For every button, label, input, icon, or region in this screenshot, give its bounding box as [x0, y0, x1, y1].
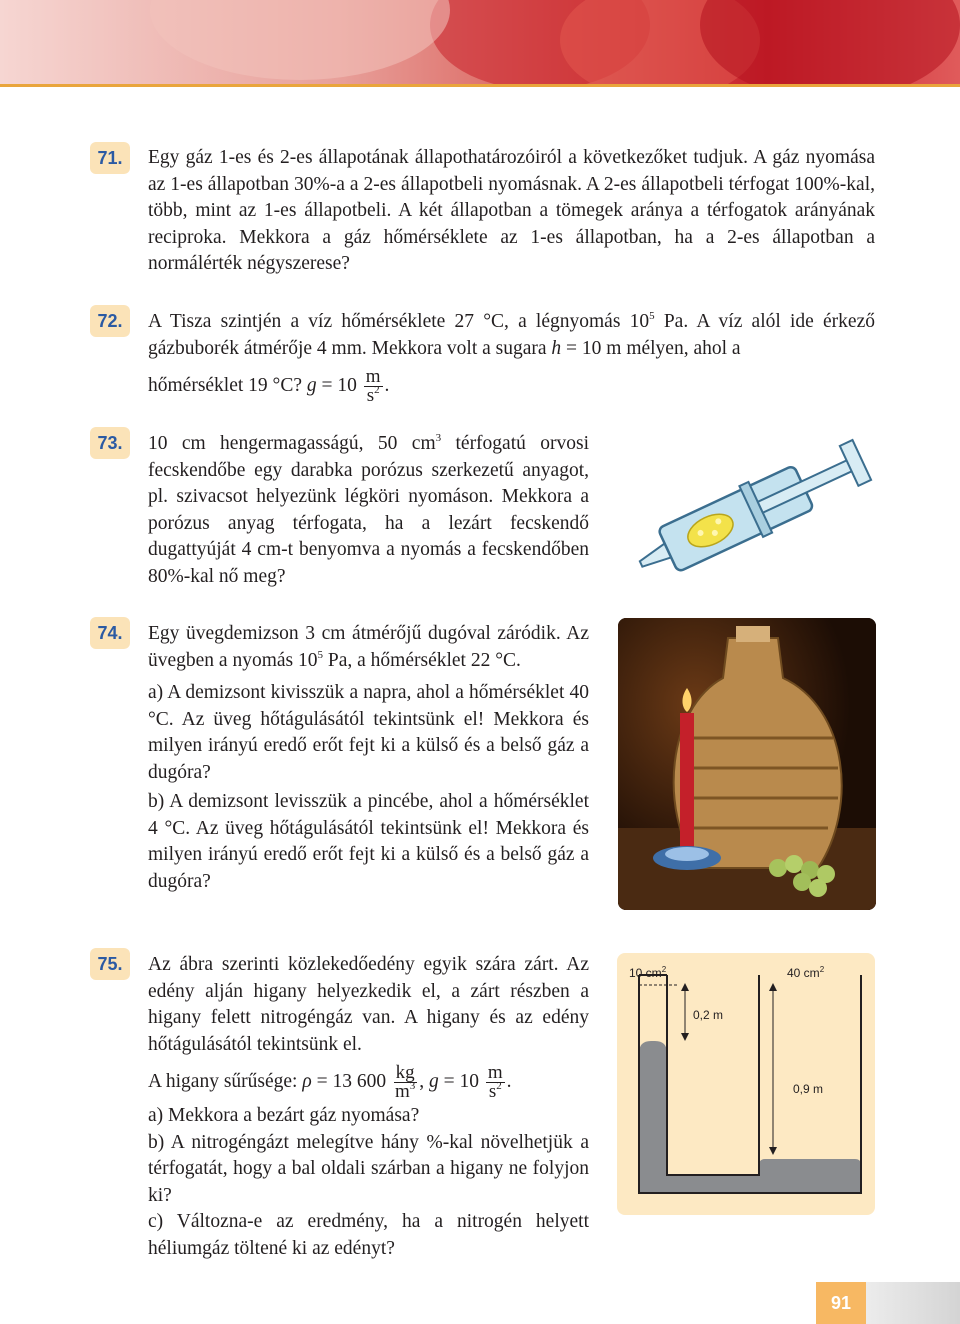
- unit-fraction: $\frac{m}{s^2}$: [365, 366, 381, 406]
- problem-74-intro: Egy üvegdemizson 3 cm átmérőjű dugóval záródik. Az üvegben a nyomás $10^5$ Pa, a hőmérséklet 22 °C.: [148, 623, 589, 671]
- page-footer-strip: [866, 1282, 960, 1324]
- problem-74-text: [148, 621, 589, 895]
- right-height-label: 0,9 m: [793, 1082, 824, 1096]
- problem-75-part-a: a) Mekkora a bezárt gáz nyomása?: [148, 1105, 420, 1126]
- problem-72-body: A Tisza szintjén a víz hőmérséklete 27 °C, a légnyomás $10^5$ Pa. A víz alól ide érkező gázbuborék átmérője 4 mm. Mekkora volt a sugara h = 10 m mélyen, ahol a: [148, 310, 875, 359]
- problem-72-line2: hőmérséklet 19 °C? g = 10 $\frac{m}{s^2}$ .: [148, 366, 390, 406]
- problem-73-text: [148, 431, 589, 590]
- left-area-label: 10 $cm^2$: [629, 965, 667, 980]
- gas-height-label: 0,2 m: [693, 1008, 724, 1022]
- mercury-fill: [639, 1041, 861, 1193]
- demijohn-photo: [618, 618, 876, 910]
- problem-73-body: 10 cm hengermagasságú, 50 $cm^3$ térfogatú orvosi fecskendőbe egy darabka porózus szerkezetű anyagot, pl. szivacsot helyezünk légköri nyomáson. Mekkora a porózus anyag térfogata, ha a lezárt fecskendő dugattyúját 4 cm-t benyomva a nyomás a fecskendőben 80%-kal nő meg?: [148, 432, 589, 587]
- problem-number-72: 72.: [86, 302, 134, 340]
- problem-74-part-a: a) A demizsont kivisszük a napra, ahol a hőmérséklet 40 °C. Az üveg hőtágulásától tekintsünk el! Mekkora és milyen irányú eredő erőt fejt ki a külső és a belső gáz a dugóra?: [148, 682, 589, 783]
- demijohn-photo-drawing: [618, 618, 876, 910]
- unit-fraction: $\frac{kg}{m^3}$: [394, 1062, 416, 1102]
- header-banner: [0, 0, 960, 84]
- right-area-label: 40 $cm^2$: [787, 965, 825, 980]
- syringe-illustration: [600, 430, 890, 590]
- problem-72-text: [148, 309, 875, 405]
- problem-75-text: [148, 952, 589, 1262]
- page-number: 91: [816, 1282, 866, 1324]
- problem-71-body: Egy gáz 1-es és 2-es állapotának állapothatározóiról a következőket tudjuk. A gáz nyomása az 1-es állapotban 30%-a a 2-es állapotbeli nyomásnak. A 2-es állapotbeli térfogat 100%-kal, több, mint az 1-es állapotbeli. A két állapotban a tömegek aránya a térfogatok arányának reciproka. Mekkora a gáz hőmérséklete az 1-es állapotban, ha a 2-es állapotban a normálérték négyszerese?: [148, 147, 875, 274]
- banner-petal: [700, 0, 960, 84]
- problem-75-part-c: c) Változna-e az eredmény, ha a nitrogén helyett héliumgáz töltené ki az edényt?: [148, 1211, 589, 1259]
- problem-number-74: 74.: [86, 614, 134, 652]
- vessel-diagram-svg: [617, 953, 875, 1215]
- problem-number-75: 75.: [86, 945, 134, 983]
- problem-71-text: [148, 145, 875, 278]
- header-rule: [0, 84, 960, 87]
- banner-petal: [150, 0, 450, 80]
- unit-fraction: $\frac{m}{s^2}$: [487, 1062, 503, 1102]
- problem-75-part-b: b) A nitrogéngázt melegítve hány %-kal növelhetjük a térfogatát, hogy a bal oldali szárban a higany ne folyjon ki?: [148, 1131, 589, 1206]
- problem-number-73: 73.: [86, 424, 134, 462]
- vessel-diagram: [617, 953, 875, 1215]
- problem-75-density: A higany sűrűsége: ρ = 13 600 $\frac{kg}{m^3}$ , g = 10 $\frac{m}{s^2}$ .: [148, 1062, 512, 1102]
- problem-74-part-b: b) A demizsont levisszük a pincébe, ahol a hőmérséklet 4 °C. Az üveg hőtágulásától tekintsünk el! Mekkora és milyen irányú eredő erőt fejt ki a külső és a belső gáz a dugóra?: [148, 791, 589, 892]
- problem-75-intro: Az ábra szerinti közlekedőedény egyik szára zárt. Az edény alján higany helyezkedik el, a zárt részben a higany felett nitrogéngáz van. A higany és az edény hőtágulásától tekintsünk el.: [148, 954, 589, 1055]
- vessel-inner-wall: [667, 975, 759, 1175]
- problem-number-71: 71.: [86, 139, 134, 177]
